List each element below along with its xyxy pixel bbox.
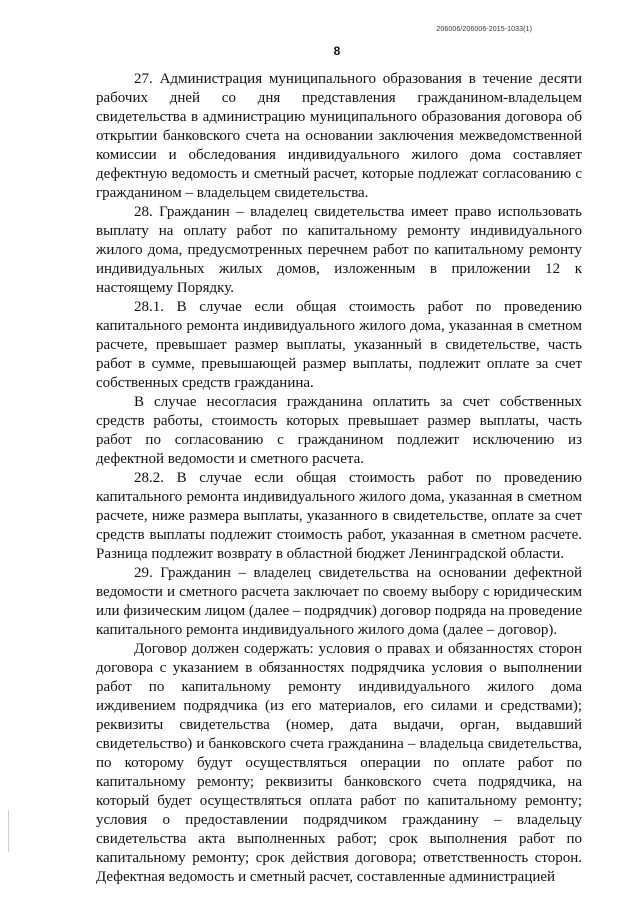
paragraph-27: 27. Администрация муниципального образования в течение десяти рабочих дней со дня представления гражданином-владельцем свидетельства в администрацию муниципального образования договора об открытии банковского счета на основании заключения межведомственной комиссии и обследования индивидуального жилого дома составляет дефектную ведомость и сметный расчет, которые подлежат согласованию с гражданином – владельцем свидетельства. [96, 71, 582, 201]
scan-margin-mark [8, 810, 9, 852]
paragraph-28-1: 28.1. В случае если общая стоимость работ по проведению капитального ремонта индивидуального жилого дома, указанная в сметном расчете, превышает размер выплаты, указанный в свидетельстве, часть работ в сумме, превышающей размер выплаты, подлежит оплате за счет собственных средств гражданина. [96, 299, 582, 391]
paragraph-29-contract-terms: Договор должен содержать: условия о правах и обязанностях сторон договора с указанием в обязанностях подрядчика условия о выполнении работ по капитальному ремонту индивидуального жилого дома иждивением подрядчика (из его материалов, его силами и средствами); реквизиты свидетельства (номер, дата выдачи, орган, выдавший свидетельство) и банковского счета гражданина – владельца свидетельства, по которому будут осуществляться операции по оплате работ по капитальному ремонту; реквизиты банковского счета подрядчика, на который будет осуществляться оплата работ по капитальному ремонту; условия о предоставлении подрядчиком гражданину – владельцу свидетельства акта выполненных работ; срок выполнения работ по капитальному ремонту; срок действия договора; ответственность сторон. Дефектная ведомость и сметный расчет, составленные администрацией [96, 641, 582, 885]
paragraph-28-2: 28.2. В случае если общая стоимость работ по проведению капитального ремонта индивидуального жилого дома, указанная в сметном расчете, ниже размера выплаты, указанного в свидетельстве, оплате за счет средств выплаты подлежит стоимость работ, указанная в сметном расчете. Разница подлежит возврату в областной бюджет Ленинградской области. [96, 470, 582, 562]
document-body [96, 70, 582, 887]
page-number: 8 [333, 44, 341, 58]
paragraph-28: 28. Гражданин – владелец свидетельства имеет право использовать выплату на оплату работ по капитальному ремонту индивидуального жилого дома, предусмотренных перечнем работ по капитальному ремонту индивидуальных жилых домов, изложенным в приложении 12 к настоящему Порядку. [96, 204, 582, 296]
paragraph-29: 29. Гражданин – владелец свидетельства на основании дефектной ведомости и сметного расчета заключает по своему выбору с юридическим или физическим лицом (далее – подрядчик) договор подряда на проведение капитального ремонта индивидуального жилого дома (далее – договор). [96, 565, 582, 638]
paragraph-28-1-disagreement: В случае несогласия гражданина оплатить за счет собственных средств работы, стоимость которых превышает размер выплаты, часть работ по согласованию с гражданином подлежит исключению из дефектной ведомости и сметного расчета. [96, 394, 582, 467]
document-code: 206006/206006-2015-1033(1) [436, 26, 532, 33]
